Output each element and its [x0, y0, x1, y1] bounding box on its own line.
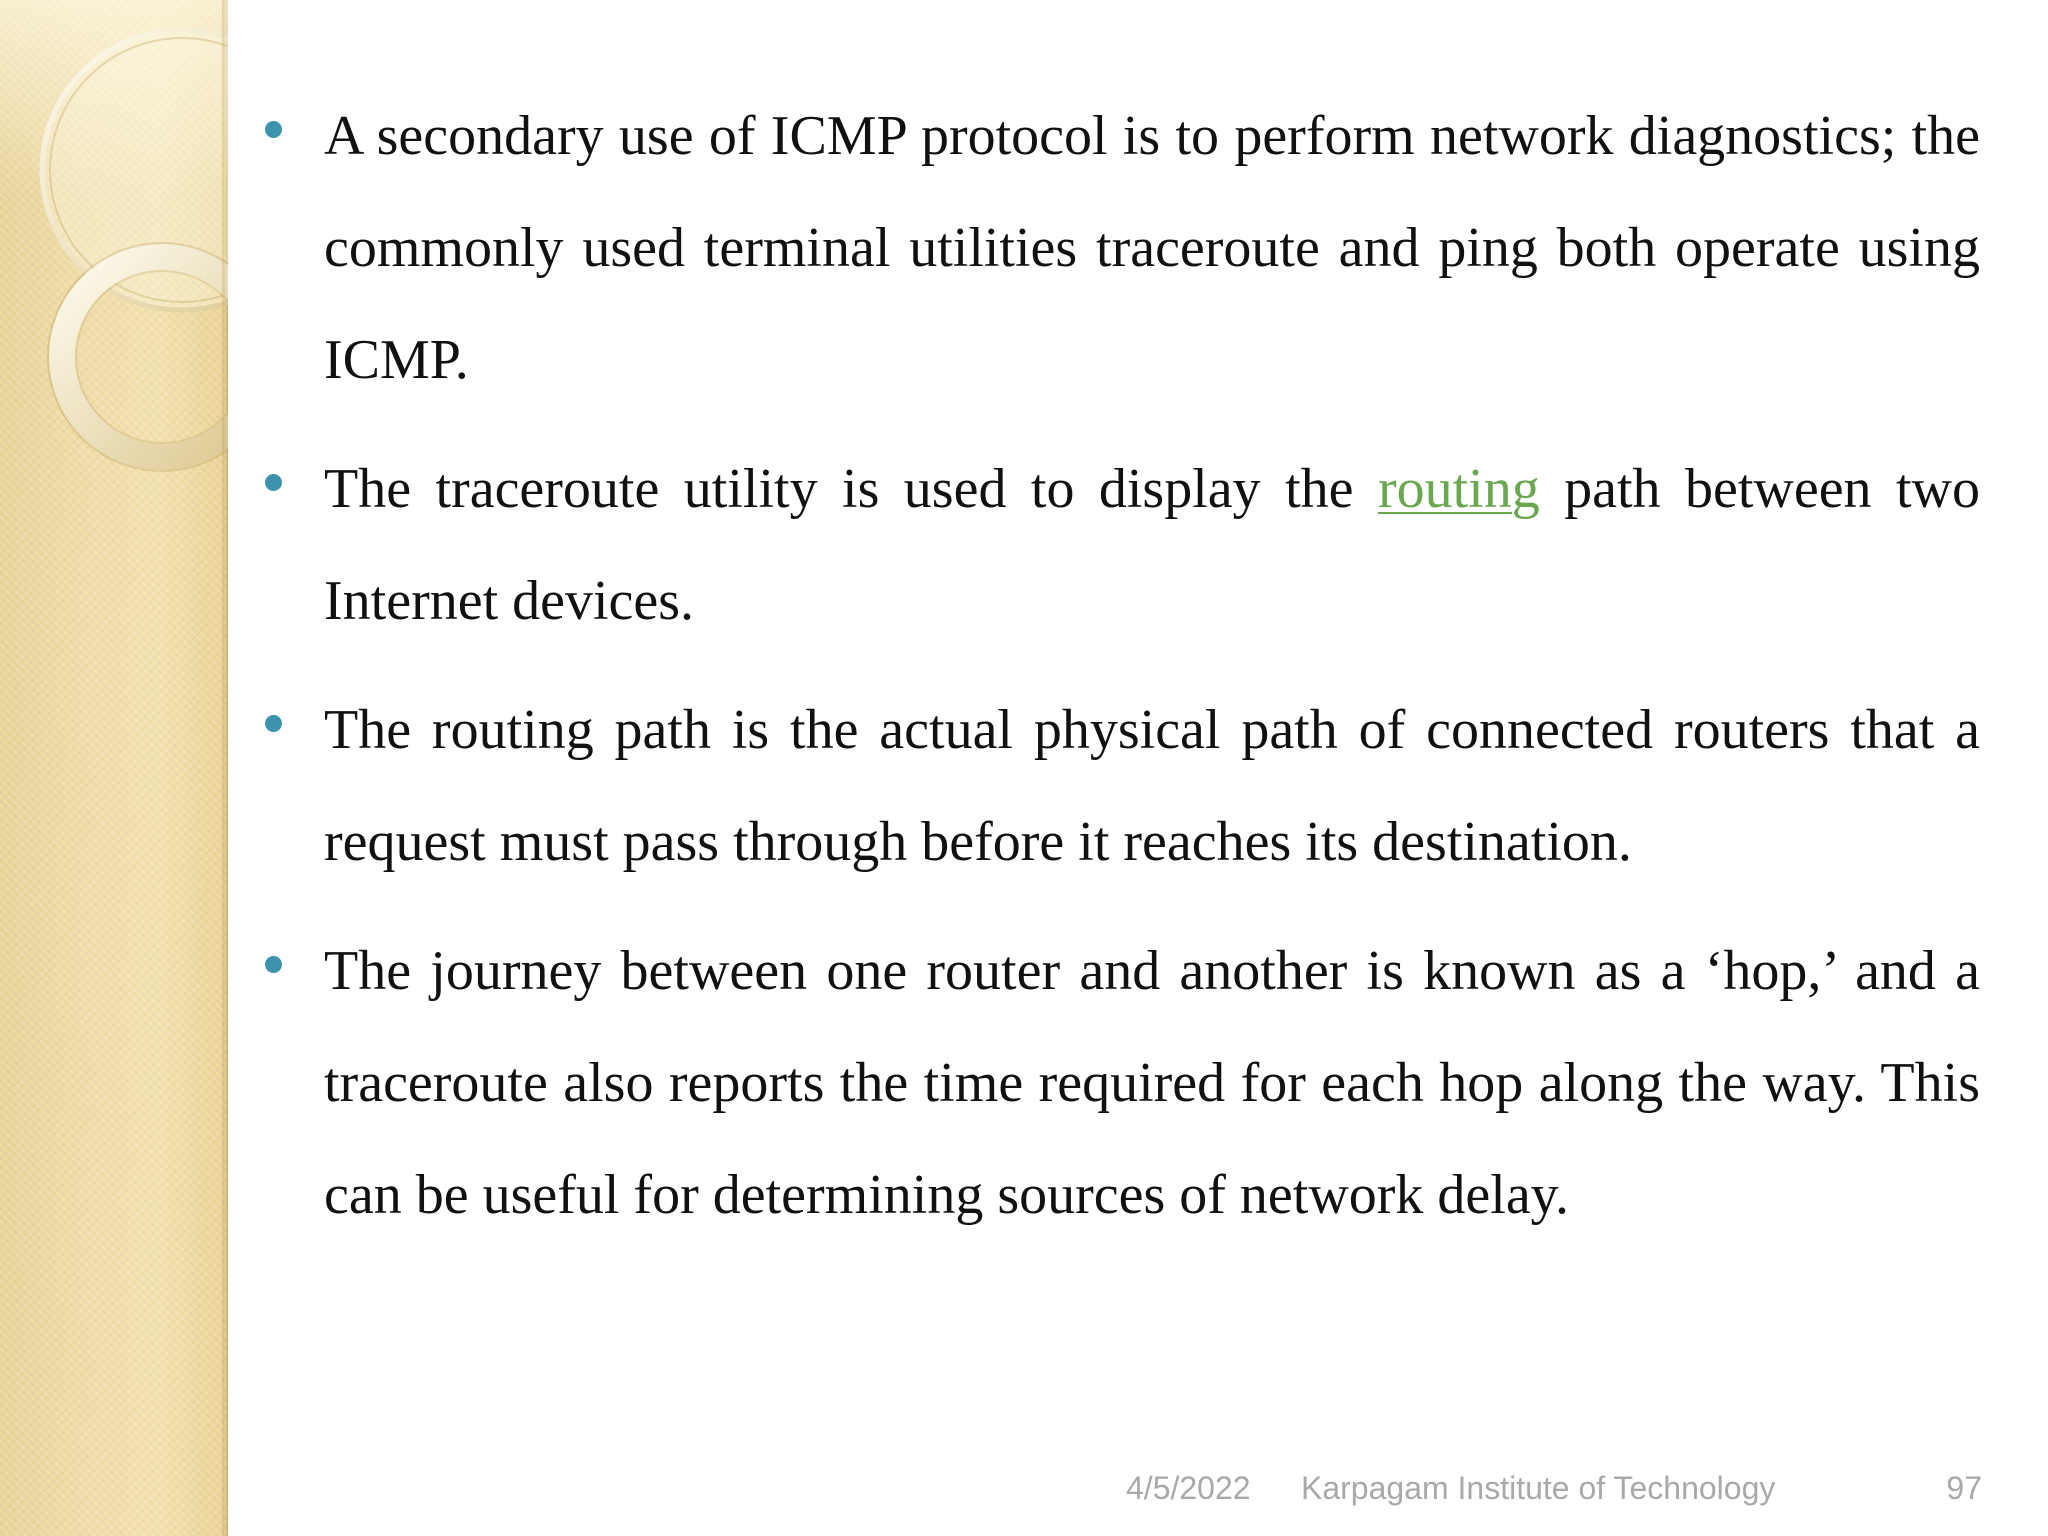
decorative-rings-icon [0, 0, 228, 520]
footer-date: 4/5/2022 [1126, 1470, 1251, 1506]
bullet-text: A secondary use of ICMP protocol is to perform network diagnostics; the commonly used terminal utilities traceroute and ping both operate using ICMP. [324, 105, 1980, 391]
slide-body [262, 80, 1980, 1268]
bullet-text-before-link: The traceroute utility is used to display the [324, 458, 1378, 520]
decorative-side-panel [0, 0, 228, 1536]
bullet-text [324, 433, 1980, 657]
bullet-text: The journey between one router and another is known as a ‘hop,’ and a traceroute also reports the time required for each hop along the way. This can be useful for determining sources of network delay. [324, 940, 1980, 1226]
bullet-item [262, 433, 1980, 657]
bullet-dot-icon [262, 80, 324, 192]
slide-number: 97 [1946, 1470, 1982, 1506]
bullet-text-after-link: path between two Internet devices. [324, 458, 1980, 632]
footer-organization: Karpagam Institute of Technology [1301, 1470, 1776, 1506]
bullet-dot-icon [262, 433, 324, 545]
bullet-item [262, 674, 1980, 898]
bullet-text: The routing path is the actual physical path of connected routers that a request must pass through before it reaches its destination. [324, 699, 1980, 873]
bullet-item [262, 80, 1980, 416]
side-panel-edge [222, 0, 228, 1536]
bullet-item [262, 915, 1980, 1251]
bullet-dot-icon [262, 915, 324, 1027]
routing-link[interactable]: routing [1377, 458, 1540, 520]
bullet-dot-icon [262, 674, 324, 786]
